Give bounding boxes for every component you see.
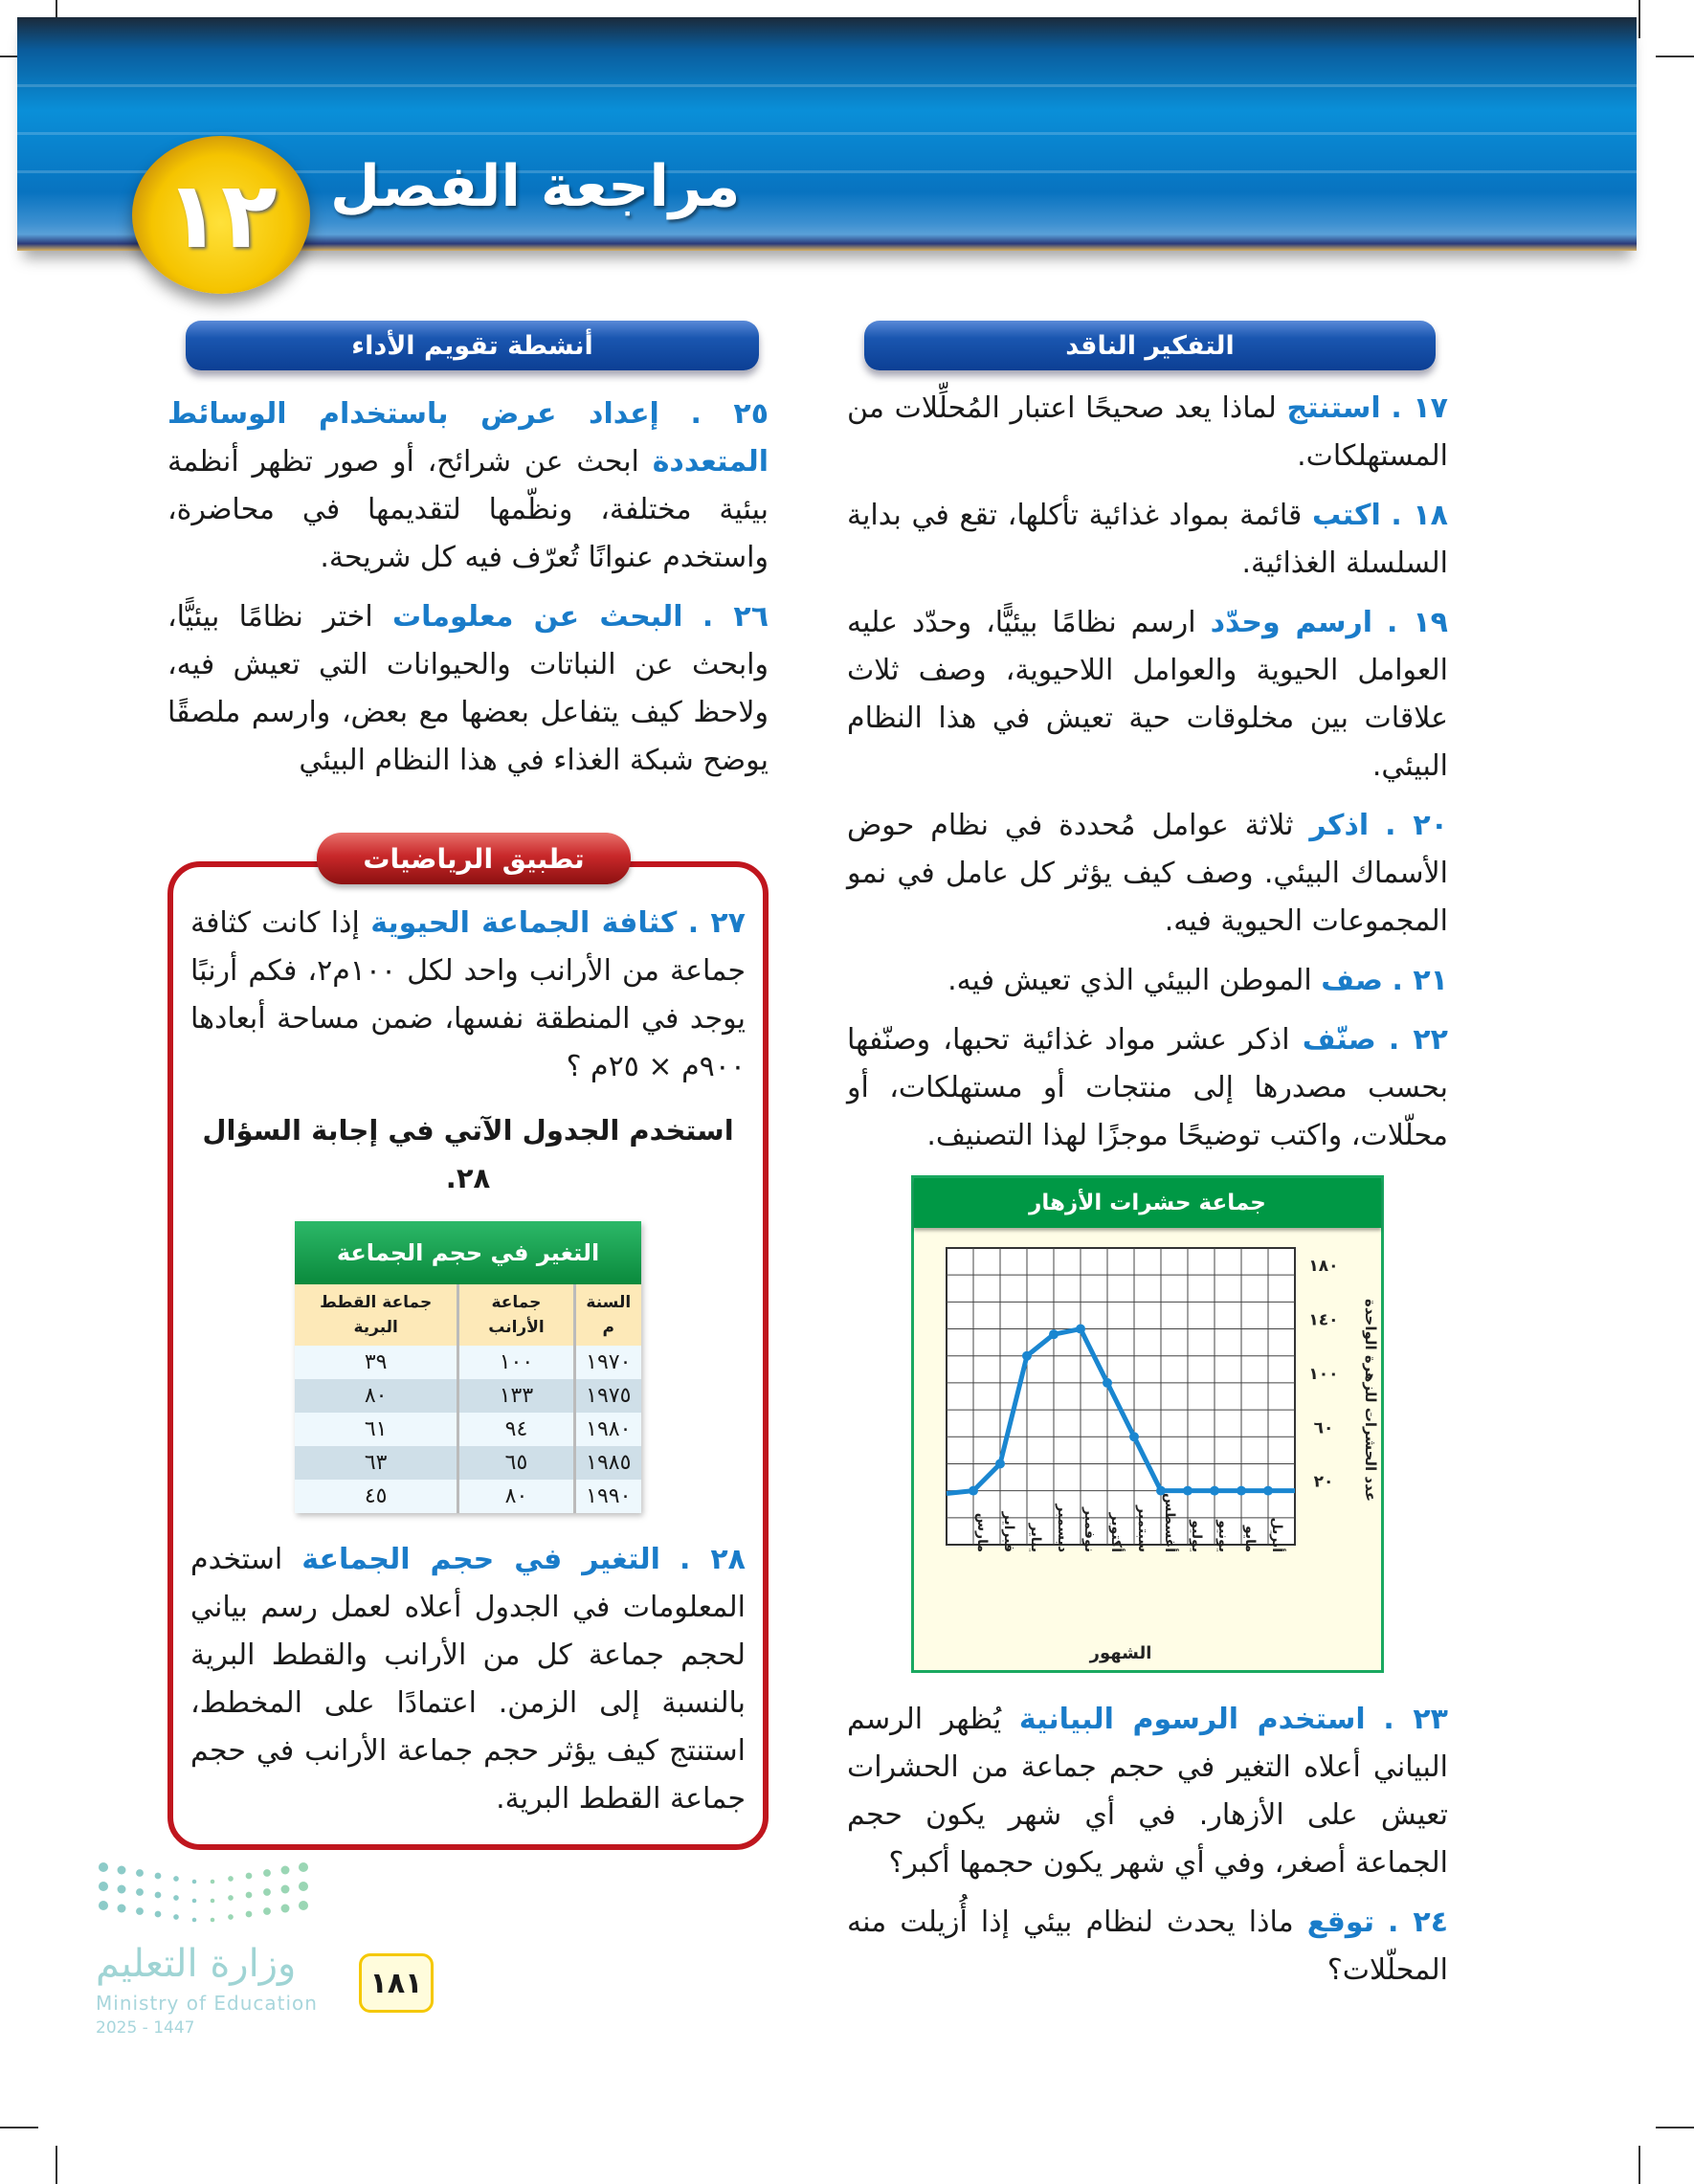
table-cell: ٦١	[295, 1413, 458, 1446]
chart-plot	[914, 1178, 1381, 1670]
table-cell: ١٩٨٥	[574, 1446, 641, 1480]
x-tick-label: أبريل	[1269, 1517, 1284, 1552]
logo-dot	[136, 1907, 144, 1915]
crop-mark	[1638, 2146, 1640, 2184]
question-item: ١٧ . استنتج لماذا يعد صحيحًا اعتبار المُحلِّلات من المستهلكات.	[847, 391, 1448, 473]
table-row	[295, 1379, 641, 1413]
logo-dot	[299, 1882, 308, 1891]
x-tick-label: مارس	[974, 1512, 990, 1552]
logo-dot	[192, 1899, 197, 1904]
logo-dot	[281, 1885, 290, 1894]
column-header: جماعة الأرانب	[458, 1284, 574, 1346]
logo-dot	[99, 1901, 108, 1910]
data-point	[1263, 1486, 1273, 1496]
x-tick-label: ديسمبر	[1055, 1504, 1070, 1552]
table-cell: ٦٥	[458, 1446, 574, 1480]
section-critical-thinking: التفكير الناقد	[864, 321, 1436, 370]
crop-mark	[1656, 2127, 1694, 2128]
crop-mark	[1656, 56, 1694, 57]
data-point	[1183, 1486, 1192, 1496]
y-axis-label: عدد الحشرات للزهرة الواحدة	[1362, 1299, 1379, 1502]
table-title: التغير في حجم الجماعة	[295, 1221, 641, 1284]
logo-dot	[173, 1895, 179, 1901]
x-tick-label: فبراير	[1001, 1511, 1016, 1552]
x-axis-label: الشهور	[1089, 1643, 1152, 1663]
x-tick-label: نوفمبر	[1081, 1506, 1097, 1552]
insect-population-chart	[911, 1175, 1384, 1673]
chapter-number-badge	[132, 136, 310, 294]
y-tick-label: ٦٠	[1313, 1418, 1334, 1438]
logo-dot	[136, 1888, 144, 1896]
table-cell: ١٩٧٥	[574, 1379, 641, 1413]
x-tick-label: أكتوبر	[1108, 1512, 1124, 1552]
data-point	[1022, 1351, 1032, 1361]
question-item: ٢١ . صف الموطن البيئي الذي تعيش فيه.	[947, 964, 1448, 997]
logo-dot	[155, 1873, 162, 1880]
logo-dot	[118, 1866, 126, 1875]
data-point	[1210, 1486, 1219, 1496]
right-column	[847, 385, 1448, 2006]
y-tick-label: ١٤٠	[1308, 1310, 1339, 1330]
data-point	[1049, 1329, 1059, 1339]
left-column	[96, 390, 769, 2049]
question-item: ٢٣ . استخدم الرسوم البيانية يُظهر الرسم البياني أعلاه التغير في حجم جماعة من الحشرات تعيش على الأزهار. في أي شهر يكون حجم الجماعة أصغر، وفي أي شهر يكون حجمها أكبر؟	[847, 1703, 1448, 1880]
logo-dot	[246, 1892, 253, 1899]
table-cell: ١٩٨٠	[574, 1413, 641, 1446]
table-cell: ٩٤	[458, 1413, 574, 1446]
table-cell: ١٣٣	[458, 1379, 574, 1413]
data-point	[1237, 1486, 1246, 1496]
data-point	[1076, 1325, 1085, 1334]
table-cell: ٦٣	[295, 1446, 458, 1480]
x-tick-label: أغسطس	[1162, 1492, 1177, 1552]
logo-dot	[263, 1869, 271, 1877]
ministry-year: 2025 - 1447	[96, 2018, 195, 2038]
y-tick-label: ١٨٠	[1308, 1257, 1339, 1277]
logo-dot	[281, 1866, 290, 1875]
x-tick-label: مايو	[1242, 1526, 1258, 1552]
crop-mark	[56, 2146, 57, 2184]
table-row	[295, 1446, 641, 1480]
table-cell: ٤٥	[295, 1480, 458, 1513]
logo-dot	[211, 1899, 215, 1904]
column-header: السنة م	[574, 1284, 641, 1346]
x-tick-label: سبتمبر	[1135, 1504, 1150, 1552]
data-point	[969, 1486, 978, 1496]
logo-dot	[192, 1918, 197, 1923]
table-cell: ٨٠	[295, 1379, 458, 1413]
table-cell: ١٩٩٠	[574, 1480, 641, 1513]
section-performance: أنشطة تقويم الأداء	[186, 321, 759, 370]
logo-dot	[173, 1876, 179, 1882]
question-item: ٢٢ . صنّف اذكر عشر مواد غذائية تحبها، وصنّفها بحسب مصدرها إلى منتجات أو مستهلكات، أو محلّلات، واكتب توضيحًا موجزًا لهذا التصنيف.	[847, 1023, 1448, 1152]
logo-dot	[118, 1885, 126, 1894]
data-point	[1103, 1378, 1112, 1388]
footer	[96, 1858, 769, 2049]
chart-title: جماعة حشرات الأزهار	[914, 1178, 1381, 1228]
logo-dot	[228, 1876, 234, 1882]
table-cell: ١٠٠	[458, 1346, 574, 1379]
logo-dot	[263, 1888, 271, 1896]
math-application-label: تطبيق الرياضيات	[317, 833, 631, 884]
logo-dot	[155, 1892, 162, 1899]
crop-mark	[0, 2127, 38, 2128]
table-cell: ١٩٧٠	[574, 1346, 641, 1379]
ministry-name-ar: وزارة التعليم	[96, 1942, 297, 1986]
y-tick-label: ٢٠	[1313, 1472, 1334, 1492]
logo-dot	[136, 1869, 144, 1877]
table-row	[295, 1480, 641, 1513]
logo-dot	[155, 1911, 162, 1918]
logo-dot	[118, 1905, 126, 1913]
logo-dot	[99, 1882, 108, 1891]
plot-area	[947, 1248, 1295, 1545]
question-item: ٢٧ . كثافة الجماعة الحيوية إذا كانت كثافة جماعة من الأرانب واحد لكل ١٠٠م٢، فكم أرنبًا يوجد في المنطقة نفسها، ضمن مساحة أبعادها ٩٠٠م × ٢٥م ؟	[190, 906, 746, 1083]
logo-dot	[99, 1862, 108, 1872]
question-item: ٢٤ . توقع ماذا يحدث لنظام بيئي إذا أُزيلت منه المحلّلات؟	[847, 1905, 1449, 1987]
question-item: ٢٠ . اذكر ثلاثة عوامل مُحددة في نظام حوض الأسماك البيئي. وصف كيف يؤثر كل عامل في نمو المجموعات الحيوية فيه.	[847, 809, 1448, 938]
column-header: جماعة القطط البرية	[295, 1284, 458, 1346]
logo-dot	[211, 1880, 215, 1884]
ministry-name-en: Ministry of Education	[96, 1992, 318, 2015]
table-cell: ٨٠	[458, 1480, 574, 1513]
table-row	[295, 1413, 641, 1446]
logo-dot	[263, 1907, 271, 1915]
data-point	[995, 1459, 1005, 1468]
x-tick-label: يوليو	[1189, 1520, 1204, 1552]
logo-dot	[173, 1914, 179, 1920]
activity-item: ٢٦ . البحث عن معلومات اختر نظامًا بيئيًّا، وابحث عن النباتات والحيوانات التي تعيش فيه، ولاحظ كيف يتفاعل بعضها مع بعض، وارسم ملصقًا يوضح شبكة الغذاء في هذا النظام البيئي	[167, 600, 769, 777]
logo-dot	[228, 1914, 234, 1920]
logo-dot	[299, 1901, 308, 1910]
logo-dot	[192, 1880, 197, 1884]
chapter-title: مراجعة الفصل	[330, 153, 741, 220]
question-item: ١٩ . ارسم وحدّد ارسم نظامًا بيئيًّا، وحدّد عليه العوامل الحيوية والعوامل اللاحيوية، وصف ثلاث علاقات بين مخلوقات حية تعيش في هذا النظام البيئي.	[847, 606, 1448, 783]
question-item: ٢٨ . التغير في حجم الجماعة استخدم المعلومات في الجدول أعلاه لعمل رسم بياني لحجم جماعة كل من الأرانب والقطط البرية بالنسبة إلى الزمن. اعتمادًا على المخطط، استنتج كيف يؤثر حجم جماعة الأرانب في حجم جماعة القطط البرية.	[190, 1543, 746, 1816]
logo-dot	[246, 1873, 253, 1880]
table-cell: ٣٩	[295, 1346, 458, 1379]
logo-dot	[228, 1895, 234, 1901]
x-tick-label: يونيو	[1215, 1520, 1231, 1552]
activity-item: ٢٥ . إعداد عرض باستخدام الوسائط المتعددة ابحث عن شرائح، أو صور تظهر أنظمة بيئية مختلفة، ونظّمها لتقديمها في محاضرة، واستخدم عنوانًا تُعرّف فيه كل شريحة.	[167, 397, 769, 574]
y-tick-label: ١٠٠	[1308, 1364, 1339, 1384]
table-instruction: استخدم الجدول الآتي في إجابة السؤال ٢٨.	[202, 1114, 734, 1194]
ministry-logo-dots	[96, 1858, 325, 1934]
population-table	[295, 1221, 641, 1513]
crop-mark	[1638, 0, 1640, 38]
logo-dot	[299, 1862, 308, 1872]
logo-dot	[246, 1911, 253, 1918]
logo-dot	[211, 1918, 215, 1923]
chapter-number: ١٢	[165, 161, 278, 269]
question-item: ١٨ . اكتب قائمة بمواد غذائية تأكلها، تقع في بداية السلسلة الغذائية.	[847, 499, 1448, 580]
logo-dot	[281, 1905, 290, 1913]
x-tick-label: يناير	[1028, 1523, 1043, 1552]
table-row	[295, 1346, 641, 1379]
data-point	[1129, 1432, 1139, 1441]
page-number: ١٨١	[359, 1953, 434, 2013]
math-application-box	[167, 842, 769, 1850]
